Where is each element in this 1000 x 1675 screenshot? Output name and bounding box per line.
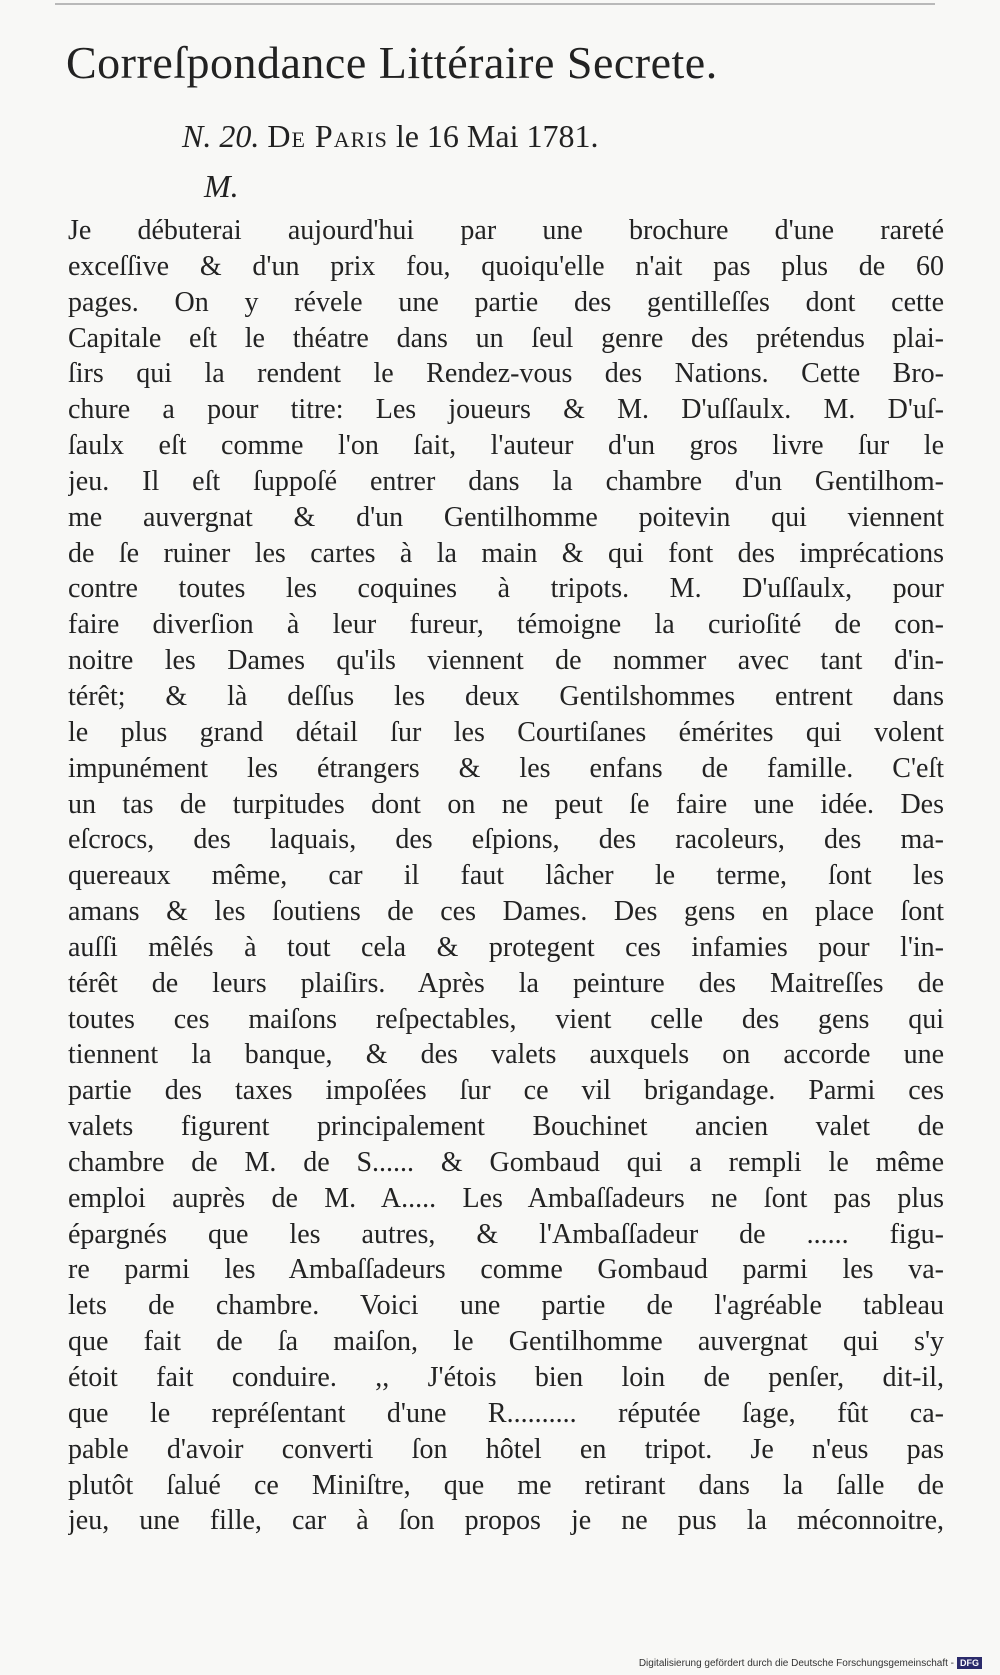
text-line: térêt de leurs plaiſirs. Après la peinture des Maitreſſes de (68, 967, 944, 999)
text-line: étoit fait conduire. ,, J'étois bien loin de penſer, dit-il, (68, 1362, 944, 1393)
dateline-date: le 16 Mai 1781. (395, 118, 599, 154)
dateline (182, 118, 598, 155)
text-line: que le repréſentant d'une R.......... réputée ſage, fût ca- (68, 1397, 944, 1429)
text-line: me auvergnat & d'un Gentilhomme poitevin qui viennent (68, 501, 944, 533)
text-line: Je débuterai aujourd'hui par une brochure d'une rareté (68, 215, 944, 246)
text-line: quereaux même, car il faut lâcher le terme, ſont les (68, 860, 944, 892)
text-line: épargnés que les autres, & l'Ambaſſadeur de ...... figu- (68, 1218, 944, 1250)
text-line: exceſſive & d'un prix fou, quoiqu'elle n'ait pas plus de 60 (68, 250, 944, 282)
text-line: un tas de turpitudes dont on ne peut ſe faire une idée. Des (68, 788, 944, 820)
top-rule (55, 3, 935, 5)
page-title: Correſpondance Littéraire Secrete. (66, 37, 718, 88)
text-line: ſaulx eſt comme l'on ſait, l'auteur d'un gros livre ſur le (68, 430, 944, 462)
text-line: toutes ces maiſons reſpectables, vient celle des gens qui (68, 1003, 944, 1035)
text-line: pable d'avoir converti ſon hôtel en tripot. Je n'eus pas (68, 1433, 944, 1465)
text-line: ſirs qui la rendent le Rendez-vous des Nations. Cette Bro- (68, 358, 944, 390)
text-line: Capitale eſt le théatre dans un ſeul genre des prétendus plai- (68, 322, 944, 354)
text-line: partie des taxes impoſées ſur ce vil brigandage. Parmi ces (68, 1075, 944, 1107)
text-line: le plus grand détail ſur les Courtiſanes émérites qui volent (68, 716, 944, 748)
text-line: térêt; & là deſſus les deux Gentilshommes entrent dans (68, 680, 944, 712)
text-line: amans & les ſoutiens de ces Dames. Des gens en place ſont (68, 896, 944, 928)
text-line: lets de chambre. Voici une partie de l'agréable tableau (68, 1290, 944, 1322)
salutation: M. (204, 168, 239, 204)
text-line: de ſe ruiner les cartes à la main & qui font des imprécations (68, 537, 944, 569)
issue-number: N. 20. (182, 118, 260, 154)
text-line: plutôt ſalué ce Miniſtre, que me retirant dans la ſalle de (68, 1469, 944, 1501)
text-line: jeu, une fille, car à ſon propos je ne pus la méconnoitre, (68, 1505, 944, 1537)
text-line: faire diverſion à leur fureur, témoigne la curioſité de con- (68, 609, 944, 641)
dfg-logo: DFG (957, 1657, 982, 1669)
dateline-place: De Paris (267, 118, 388, 154)
text-line: valets figurent principalement Bouchinet ancien valet de (68, 1111, 944, 1143)
text-line: chure a pour titre: Les joueurs & M. D'uſſaulx. M. D'uſ- (68, 394, 944, 426)
footer-credit (639, 1657, 982, 1669)
text-line: jeu. Il eſt ſuppoſé entrer dans la chambre d'un Gentilhom- (68, 465, 944, 497)
text-line: auſſi mêlés à tout cela & protegent ces infamies pour l'in- (68, 931, 944, 963)
text-line: que fait de ſa maiſon, le Gentilhomme auvergnat qui s'y (68, 1326, 944, 1358)
text-line: emploi auprès de M. A..... Les Ambaſſadeurs ne ſont pas plus (68, 1182, 944, 1214)
text-line: chambre de M. de S...... & Gombaud qui a rempli le même (68, 1146, 944, 1178)
text-line: contre toutes les coquines à tripots. M. D'uſſaulx, pour (68, 573, 944, 605)
text-line: impunément les étrangers & les enfans de famille. C'eſt (68, 752, 944, 784)
text-line: pages. On y révele une partie des gentilleſſes dont cette (68, 286, 944, 318)
body-text (68, 213, 944, 1539)
text-line: eſcrocs, des laquais, des eſpions, des racoleurs, des ma- (68, 824, 944, 856)
text-line: noitre les Dames qu'ils viennent de nommer avec tant d'in- (68, 645, 944, 677)
text-line: tiennent la banque, & des valets auxquels on accorde une (68, 1039, 944, 1071)
text-line: re parmi les Ambaſſadeurs comme Gombaud parmi les va- (68, 1254, 944, 1286)
footer-text: Digitalisierung gefördert durch die Deutsche Forschungsgemeinschaft - (638, 1658, 954, 1669)
